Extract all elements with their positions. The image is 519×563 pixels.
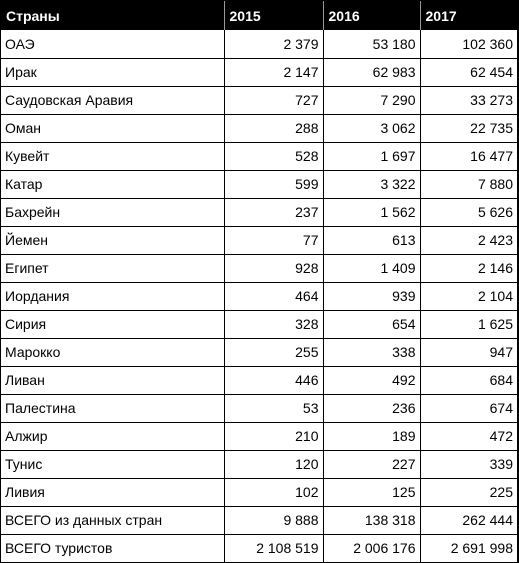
value-cell: 339: [420, 450, 517, 478]
table-row: [1, 338, 517, 366]
value-cell: 2 691 998: [420, 534, 517, 562]
value-cell: 472: [420, 422, 517, 450]
table-row: [1, 282, 517, 310]
value-cell: 102 360: [420, 30, 517, 58]
table-row: [1, 30, 517, 58]
value-cell: 939: [323, 282, 420, 310]
table-row: [1, 310, 517, 338]
value-cell: 2 006 176: [323, 534, 420, 562]
country-cell: Ирак: [1, 58, 224, 86]
value-cell: 674: [420, 394, 517, 422]
country-cell: Йемен: [1, 226, 224, 254]
value-cell: 225: [420, 478, 517, 506]
value-cell: 16 477: [420, 142, 517, 170]
country-cell: Иордания: [1, 282, 224, 310]
table-header: [1, 1, 517, 30]
value-cell: 236: [323, 394, 420, 422]
value-cell: 255: [224, 338, 323, 366]
table-row: [1, 198, 517, 226]
value-cell: 2 423: [420, 226, 517, 254]
header-2015: 2015: [224, 1, 323, 30]
value-cell: 7 880: [420, 170, 517, 198]
value-cell: 120: [224, 450, 323, 478]
country-cell: Палестина: [1, 394, 224, 422]
value-cell: 237: [224, 198, 323, 226]
table-row: [1, 366, 517, 394]
value-cell: 2 108 519: [224, 534, 323, 562]
value-cell: 189: [323, 422, 420, 450]
country-cell: ВСЕГО туристов: [1, 534, 224, 562]
header-2016: 2016: [323, 1, 420, 30]
value-cell: 684: [420, 366, 517, 394]
table-row: [1, 506, 517, 534]
country-cell: Ливия: [1, 478, 224, 506]
value-cell: 1 562: [323, 198, 420, 226]
value-cell: 33 273: [420, 86, 517, 114]
value-cell: 928: [224, 254, 323, 282]
value-cell: 727: [224, 86, 323, 114]
value-cell: 446: [224, 366, 323, 394]
table-row: [1, 114, 517, 142]
value-cell: 2 379: [224, 30, 323, 58]
value-cell: 210: [224, 422, 323, 450]
value-cell: 62 454: [420, 58, 517, 86]
value-cell: 22 735: [420, 114, 517, 142]
header-2017: 2017: [420, 1, 517, 30]
value-cell: 528: [224, 142, 323, 170]
table-row: [1, 450, 517, 478]
header-countries: Страны: [1, 1, 224, 30]
value-cell: 227: [323, 450, 420, 478]
country-cell: ВСЕГО из данных стран: [1, 506, 224, 534]
value-cell: 288: [224, 114, 323, 142]
country-cell: Тунис: [1, 450, 224, 478]
country-cell: Ливан: [1, 366, 224, 394]
table-row: [1, 478, 517, 506]
value-cell: 613: [323, 226, 420, 254]
table-row: [1, 534, 517, 562]
value-cell: 9 888: [224, 506, 323, 534]
value-cell: 2 104: [420, 282, 517, 310]
table-row: [1, 422, 517, 450]
table-row: [1, 58, 517, 86]
country-cell: Кувейт: [1, 142, 224, 170]
header-row: [1, 1, 517, 30]
country-cell: Марокко: [1, 338, 224, 366]
table-row: [1, 142, 517, 170]
table-row: [1, 86, 517, 114]
value-cell: 262 444: [420, 506, 517, 534]
country-cell: Сирия: [1, 310, 224, 338]
country-cell: Катар: [1, 170, 224, 198]
value-cell: 464: [224, 282, 323, 310]
value-cell: 7 290: [323, 86, 420, 114]
country-cell: Саудовская Аравия: [1, 86, 224, 114]
value-cell: 53: [224, 394, 323, 422]
value-cell: 492: [323, 366, 420, 394]
value-cell: 53 180: [323, 30, 420, 58]
value-cell: 2 146: [420, 254, 517, 282]
table-body: [1, 30, 517, 562]
country-cell: ОАЭ: [1, 30, 224, 58]
value-cell: 599: [224, 170, 323, 198]
value-cell: 3 322: [323, 170, 420, 198]
table-row: [1, 254, 517, 282]
value-cell: 102: [224, 478, 323, 506]
value-cell: 654: [323, 310, 420, 338]
country-cell: Бахрейн: [1, 198, 224, 226]
value-cell: 5 626: [420, 198, 517, 226]
country-cell: Алжир: [1, 422, 224, 450]
country-cell: Египет: [1, 254, 224, 282]
value-cell: 1 697: [323, 142, 420, 170]
value-cell: 3 062: [323, 114, 420, 142]
value-cell: 947: [420, 338, 517, 366]
value-cell: 338: [323, 338, 420, 366]
value-cell: 138 318: [323, 506, 420, 534]
value-cell: 1 625: [420, 310, 517, 338]
value-cell: 62 983: [323, 58, 420, 86]
value-cell: 2 147: [224, 58, 323, 86]
value-cell: 77: [224, 226, 323, 254]
table-row: [1, 394, 517, 422]
table-row: [1, 170, 517, 198]
value-cell: 328: [224, 310, 323, 338]
table-row: [1, 226, 517, 254]
country-cell: Оман: [1, 114, 224, 142]
tourists-table: [1, 1, 517, 562]
value-cell: 1 409: [323, 254, 420, 282]
value-cell: 125: [323, 478, 420, 506]
